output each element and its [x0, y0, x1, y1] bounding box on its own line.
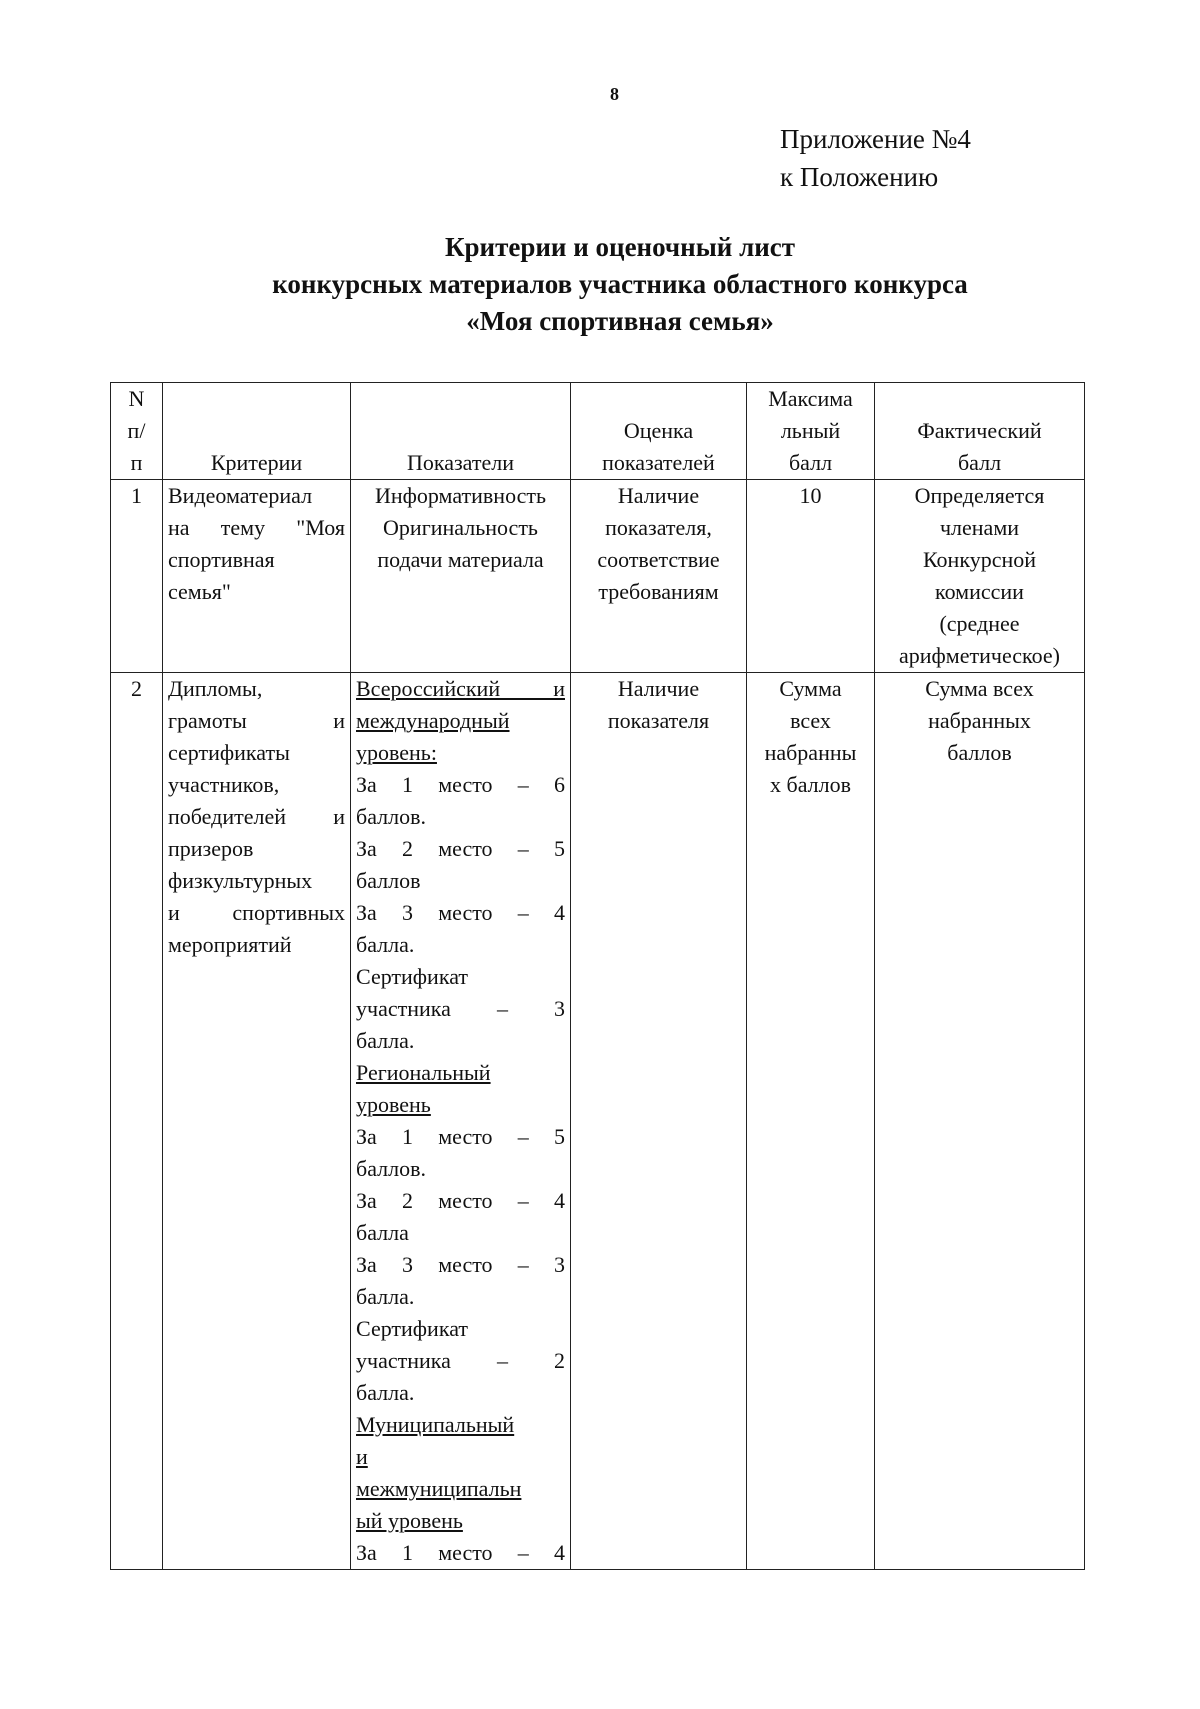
header-assessment: Оценка показателей: [571, 383, 747, 480]
indicator-line: За 3 место – 4: [356, 900, 565, 925]
indicator-line: международный: [356, 708, 510, 733]
row-criteria: Видеоматериал на тему "Моя спортивная семья": [163, 480, 351, 673]
table-row: [111, 673, 1085, 1570]
criteria-table: [110, 382, 1085, 1570]
title-line-1: Критерии и оценочный лист: [444, 232, 796, 262]
indicator-line: уровень:: [356, 740, 437, 765]
indicator-line: Всероссийский и: [356, 676, 565, 701]
indicator-line: ый уровень: [356, 1508, 463, 1533]
indicator-line: баллов.: [356, 804, 426, 829]
indicator-line: участника – 3: [356, 996, 565, 1021]
indicator-line: Сертификат: [356, 1316, 468, 1341]
indicator-line: участника – 2: [356, 1348, 565, 1373]
row-assessment: Наличие показателя: [571, 673, 747, 1570]
row-num: 2: [111, 673, 163, 1570]
row-indicators: Информативность Оригинальность подачи материала: [351, 480, 571, 673]
indicator-line: балла.: [356, 1284, 415, 1309]
header-num: N п/ п: [111, 383, 163, 480]
appendix-line-2: к Положению: [780, 162, 939, 192]
indicator-line: баллов.: [356, 1156, 426, 1181]
table-row: [111, 480, 1085, 673]
row-criteria: Дипломы, грамоты и сертификаты участников, победителей и призеров физкультурных и спортивных мероприятий: [163, 673, 351, 1570]
row-max-score: Сумма всех набранны х баллов: [747, 673, 875, 1570]
indicator-line: За 2 место – 4: [356, 1188, 565, 1213]
header-actual-score: Фактический балл: [875, 383, 1085, 480]
row-assessment: Наличие показателя, соответствие требованиям: [571, 480, 747, 673]
indicator-line: Сертификат: [356, 964, 468, 989]
row-max-score: 10: [747, 480, 875, 673]
indicator-line: балла.: [356, 1380, 415, 1405]
indicator-line: Муниципальный: [356, 1412, 515, 1437]
header-max-score: Максима льный балл: [747, 383, 875, 480]
indicator-line: За 1 место – 6: [356, 772, 565, 797]
indicator-line: балла.: [356, 1028, 415, 1053]
appendix-label: [780, 120, 971, 196]
row-indicators: [351, 673, 571, 1570]
indicator-line: За 1 место – 4: [356, 1540, 565, 1565]
indicator-line: Региональный: [356, 1060, 491, 1085]
page-number: 8: [610, 84, 619, 104]
document-title: [0, 229, 1200, 340]
indicator-line: балла.: [356, 932, 415, 957]
indicator-line: и: [356, 1444, 368, 1469]
title-line-3: «Моя спортивная семья»: [466, 306, 774, 336]
header-indicators: Показатели: [351, 383, 571, 480]
indicator-line: За 2 место – 5: [356, 836, 565, 861]
indicator-line: За 1 место – 5: [356, 1124, 565, 1149]
indicator-line: За 3 место – 3: [356, 1252, 565, 1277]
table-header-row: [111, 383, 1085, 480]
row-num: 1: [111, 480, 163, 673]
row-actual-score: Сумма всех набранных баллов: [875, 673, 1085, 1570]
title-line-2: конкурсных материалов участника областного конкурса: [272, 269, 968, 299]
header-criteria: Критерии: [163, 383, 351, 480]
indicator-line: межмуниципальн: [356, 1476, 522, 1501]
indicator-line: уровень: [356, 1092, 431, 1117]
appendix-line-1: Приложение №4: [780, 124, 971, 154]
indicator-line: баллов: [356, 868, 421, 893]
indicator-line: балла: [356, 1220, 409, 1245]
row-actual-score: Определяется членами Конкурсной комиссии (среднее арифметическое): [875, 480, 1085, 673]
